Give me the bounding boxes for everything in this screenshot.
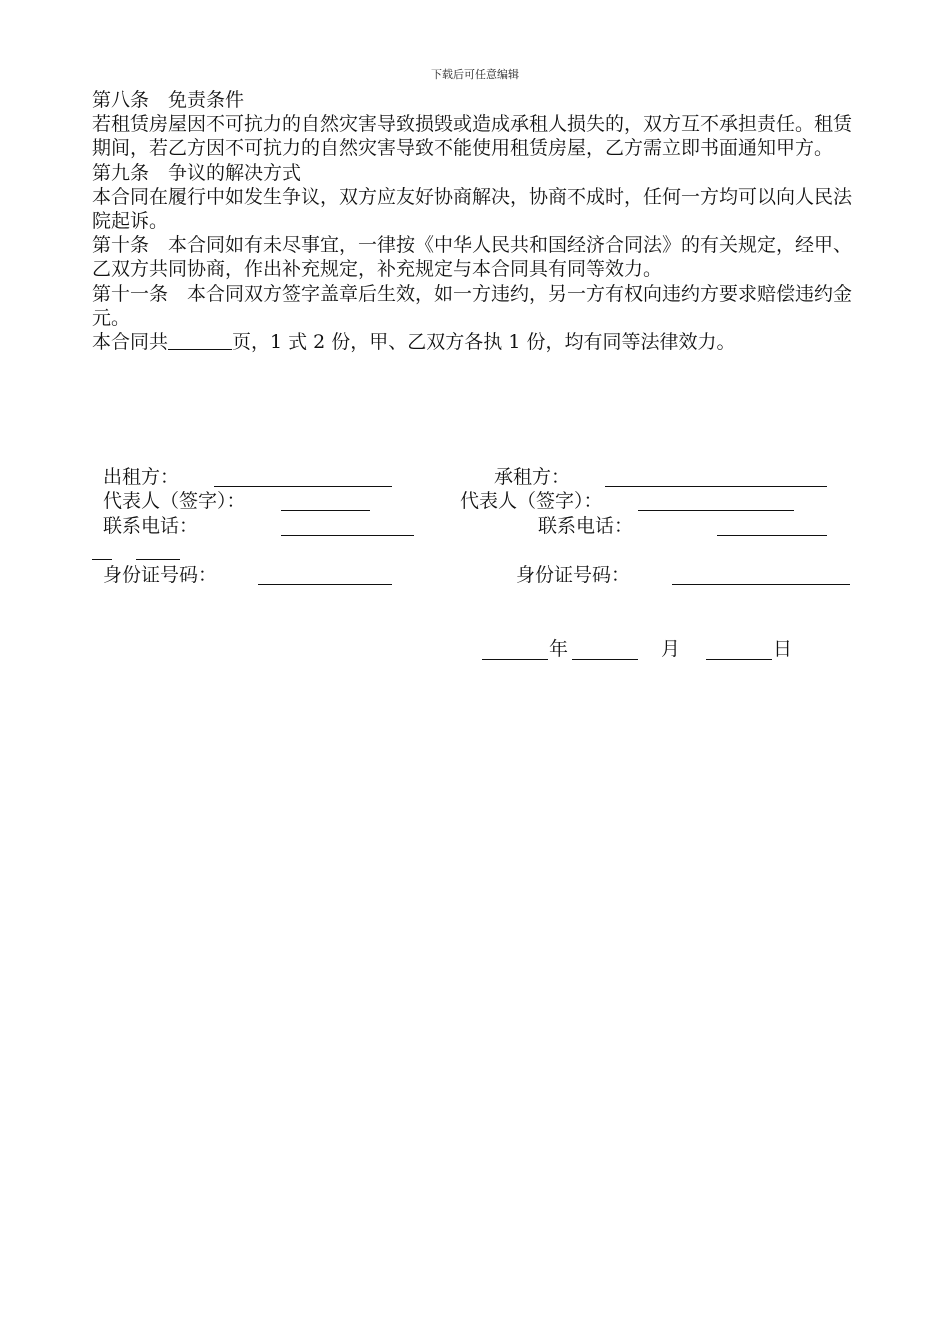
lessor-label: 出租方： (103, 466, 180, 488)
month-label: 月 (661, 638, 681, 660)
page-count-clause (92, 330, 852, 354)
contract-body (92, 88, 872, 354)
rep-left-label: 代表人（签字）： (103, 490, 246, 512)
lessor-blank (214, 486, 392, 487)
phone-continued-blank-b (136, 559, 180, 560)
article-8-title: 第八条 免责条件 (92, 89, 245, 111)
phone-left-label: 联系电话： (103, 515, 199, 537)
article-10: 第十条 本合同如有未尽事宜，一律按《中华人民共和国经济合同法》的有关规定，经甲、乙双方共同协商，作出补充规定，补充规定与本合同具有同等效力。 (92, 234, 853, 281)
day-label: 日 (773, 638, 793, 660)
article-9-body: 本合同在履行中如发生争议，双方应友好协商解决，协商不成时，任何一方均可以向人民法院起诉。 (92, 185, 853, 233)
article-9-title: 第九条 争议的解决方式 (92, 161, 302, 184)
rep-left-blank (281, 510, 370, 511)
lessee-blank (605, 486, 827, 487)
month-blank (572, 659, 638, 660)
phone-right-blank (717, 535, 827, 536)
rep-right-label: 代表人（签字）： (460, 490, 603, 512)
rep-right-blank (638, 510, 794, 511)
article-8-body: 若租赁房屋因不可抗力的自然灾害导致损毁或造成承租人损失的，双方互不承担责任。租赁期间，若乙方因不可抗力的自然灾害导致不能使用租赁房屋，乙方需立即书面通知甲方。 (92, 113, 853, 160)
id-left-blank (258, 584, 392, 585)
year-label: 年 (549, 638, 569, 660)
phone-continued-blank-a (92, 559, 112, 560)
phone-left-blank (281, 535, 414, 536)
id-right-blank (672, 584, 850, 585)
article-11: 第十一条 本合同双方签字盖章后生效，如一方违约，另一方有权向违约方要求赔偿违约金 元。 (92, 282, 872, 329)
lessee-label: 承租方： (494, 466, 571, 488)
id-right-label: 身份证号码： (516, 564, 631, 586)
page-count-blank (168, 331, 232, 350)
id-left-label: 身份证号码： (103, 564, 218, 586)
page-header-note: 下载后可任意编辑 (431, 68, 519, 81)
page-count-prefix: 本合同共 (92, 331, 169, 354)
day-blank (706, 659, 772, 660)
year-blank (482, 659, 548, 660)
page-count-suffix: 页，1 式 2 份，甲、乙双方各执 1 份，均有同等法律效力。 (232, 331, 736, 354)
phone-right-label: 联系电话： (538, 515, 634, 537)
